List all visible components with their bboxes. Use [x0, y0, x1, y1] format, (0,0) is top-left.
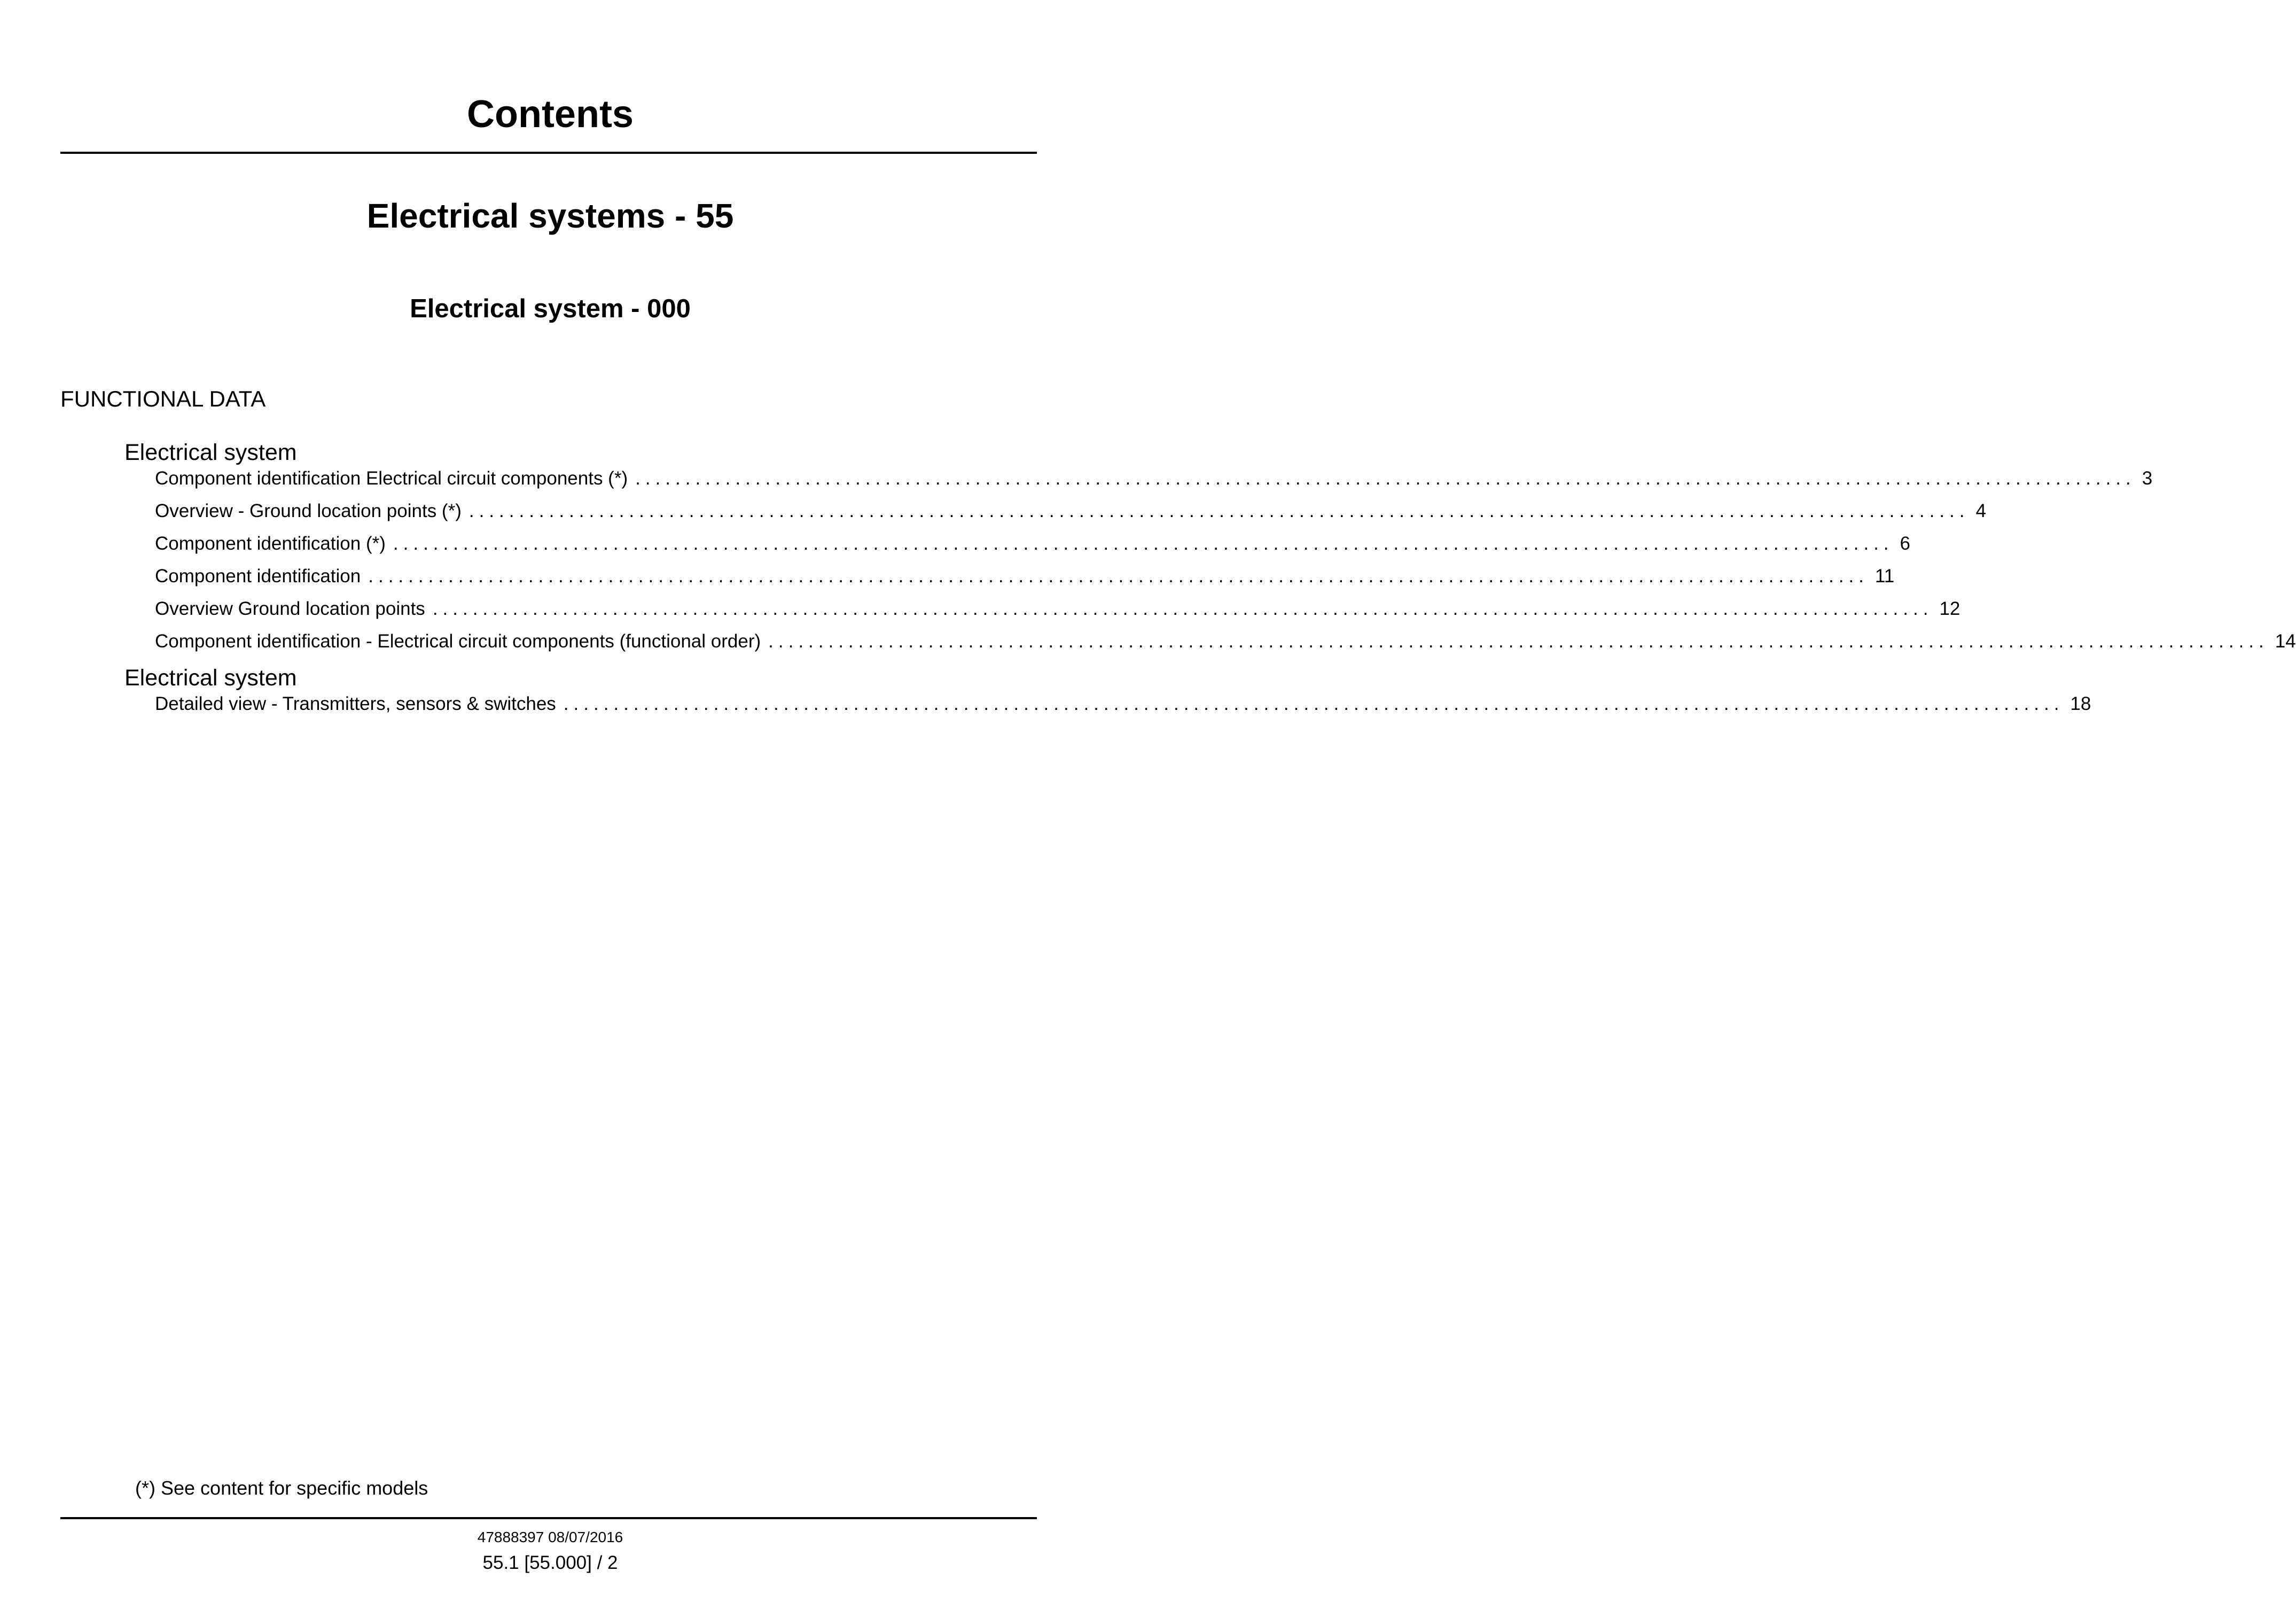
toc-entry-page: 3	[2142, 468, 2153, 489]
toc-entry[interactable]	[155, 532, 1910, 556]
toc-entry-page: 12	[1939, 598, 1961, 619]
toc-entry[interactable]	[155, 597, 1961, 621]
toc-entry[interactable]	[155, 467, 2153, 490]
toc-entry-label: Component identification Electrical circuit components (*)	[155, 468, 628, 489]
group-heading: Electrical system	[124, 665, 297, 691]
toc-entry[interactable]	[155, 565, 1895, 588]
document-id: 47888397 08/07/2016	[477, 1529, 623, 1545]
footnote: (*) See content for specific models	[135, 1477, 428, 1499]
header-divider	[60, 152, 1037, 154]
toc-entry[interactable]	[155, 630, 2296, 653]
section-title: Electrical systems - 55	[366, 197, 734, 235]
toc-entry-page: 18	[2070, 693, 2091, 714]
toc-entry-page: 11	[1875, 566, 1895, 587]
dot-leader: ......................................................................................................................................................	[768, 631, 2269, 652]
toc-entry-label: Component identification	[155, 566, 361, 587]
toc-entry-label: Detailed view - Transmitters, sensors & switches	[155, 693, 556, 714]
dot-leader: ......................................................................................................................................................	[635, 468, 2136, 489]
toc-entry[interactable]	[155, 499, 1986, 523]
toc-entry[interactable]	[155, 692, 2091, 716]
subsection-title: Electrical system - 000	[410, 294, 691, 323]
toc-entry-page: 6	[1900, 533, 1910, 554]
page-reference: 55.1 [55.000] / 2	[482, 1552, 618, 1573]
footer-divider	[60, 1517, 1037, 1519]
dot-leader: ......................................................................................................................................................	[563, 693, 2064, 714]
toc-entry-page: 4	[1975, 501, 1986, 521]
toc-entry-label: Overview Ground location points	[155, 598, 425, 619]
group-heading: Electrical system	[124, 440, 297, 465]
toc-entry-label: Component identification (*)	[155, 533, 386, 554]
toc-entry-label: Overview - Ground location points (*)	[155, 501, 462, 521]
dot-leader: ......................................................................................................................................................	[368, 566, 1869, 587]
dot-leader: ......................................................................................................................................................	[432, 598, 1933, 619]
toc-entry-page: 14	[2275, 631, 2296, 652]
dot-leader: ......................................................................................................................................................	[468, 501, 1970, 521]
page-title: Contents	[467, 93, 634, 136]
category-heading: FUNCTIONAL DATA	[60, 386, 266, 411]
toc-entry-label: Component identification - Electrical circuit components (functional order)	[155, 631, 761, 652]
dot-leader: ......................................................................................................................................................	[393, 533, 1894, 554]
